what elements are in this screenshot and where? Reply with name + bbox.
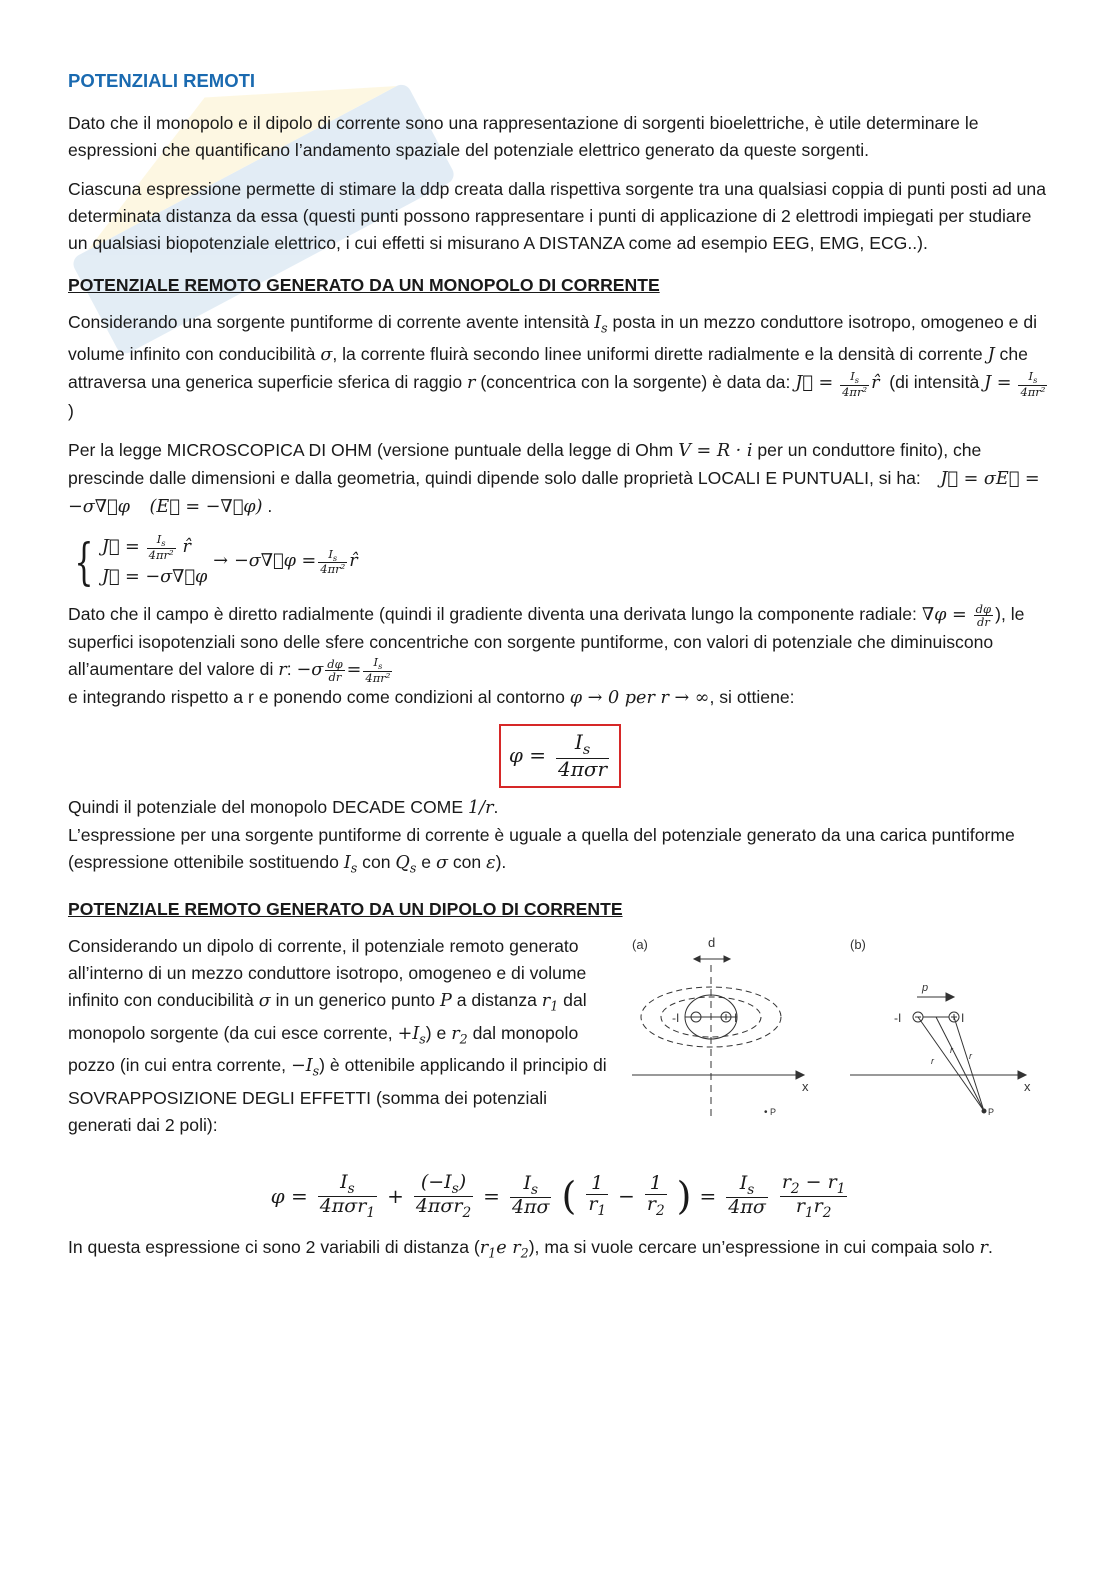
dipole-equation: φ = $\frac{I_s}{4\pi\sigma r_1}$ + $\frac{(-I_s)}{4\pi\sigma r_2}$ = $\frac{I_s}{4\pi\sigma}$ ( $\frac{1}{r_1}$ − $\frac{1}{r_2}$ ) = $\frac{I_s}{4\pi\sigma}$ $\frac{r_2 - r_1}{r_1r_2}$ — [270, 1170, 846, 1221]
x-axis-label-b: x — [1024, 1079, 1031, 1095]
intro-paragraph-1: Dato che il monopolo e il dipolo di corrente sono una rappresentazione di sorgenti bioelettriche, è utile determinare le espressioni che quantificano l’andamento spaziale del potenziale elettrico generato da queste sorgenti. — [68, 113, 979, 160]
monopolo-paragraph-3: Dato che il campo è diretto radialmente (quindi il gradiente diventa una derivata lungo la componente radiale: ∇φ = $\frac{d\varphi}{dr}$ ), le superfici isopotenziali sono delle sfere concentriche con sorgente puntiforme, con valori di potenziale che diminuiscono all’aumentare del valore di r: −σ $\frac{d\varphi}{dr}$ = $\frac{I_s}{\text{4πr²}}$ — [68, 601, 1025, 685]
monopolo-paragraph-1: Considerando una sorgente puntiforme di corrente avente intensità $I_s$ posta in un mezzo conduttore isotropo, omogeneo e di volume infinito con conducibilità σ, la corrente fluirà secondo linee uniformi dirette radialmente e la densità di corrente J che attraversa una generica superficie sferica di raggio r (concentrica con la sorgente) è data da: J⃗ = $\frac{I_s}{\text{4πr²}}$ r̂ (di intensità J = $\frac{I_s}{\text{4πr²}}$ ) — [68, 312, 1046, 421]
svg-text:r: r — [950, 1045, 953, 1056]
monopolo-paragraph-6: L’espressione per una sorgente puntiforme di corrente è uguale a quella del potenziale generato da una carica puntiforme (espressione ottenibile sostituendo $I_s$ con $Q_s$ e σ con ε). — [68, 825, 1015, 876]
svg-text:p: p — [922, 982, 929, 995]
svg-text:I: I — [961, 1011, 965, 1026]
dipole-figure — [632, 933, 1052, 1133]
dipolo-paragraph-1: Considerando un dipolo di corrente, il potenziale remoto generato all’interno di un mezzo conduttore isotropo, omogeneo e di volume infinito con conducibilità σ in un generico punto P a distanza $r_1$ dal monopolo sorgente (da cui esce corrente, $+I_s$) e $r_2$ dal monopolo pozzo (in cui entra corrente, $-I_s$) è ottenibile applicando il principio di SOVRAPPOSIZIONE DEGLI EFFETTI (somma dei potenziali generati dai 2 poli): — [68, 936, 607, 1135]
dipolo-heading: POTENZIALE REMOTO GENERATO DA UN DIPOLO DI CORRENTE — [68, 899, 623, 920]
page-title: POTENZIALI REMOTI — [68, 70, 256, 91]
monopolo-paragraph-5: Quindi il potenziale del monopolo DECADE COME 1/r. — [68, 797, 499, 819]
document-page — [68, 66, 1052, 1278]
svg-text:•: • — [764, 1107, 768, 1119]
monopolo-heading: POTENZIALE REMOTO GENERATO DA UN MONOPOLO DI CORRENTE — [68, 275, 660, 295]
svg-text:r: r — [931, 1056, 934, 1067]
monopolo-result-box: φ = $\frac{I_s}{\text{4πσr}}$ — [68, 724, 1052, 788]
distance-label: d — [708, 935, 716, 951]
point-label-a: P — [770, 1107, 777, 1118]
svg-text:-I: -I — [894, 1011, 902, 1026]
svg-text:-I: -I — [672, 1011, 680, 1026]
point-label-b: P — [988, 1107, 995, 1118]
svg-text:I: I — [734, 1011, 738, 1026]
dipolo-paragraph-2: In questa espressione ci sono 2 variabili di distanza ($r_1e$ $r_2$), ma si vuole cercare un’espressione in cui compaia solo r. — [68, 1237, 993, 1261]
svg-text:r: r — [969, 1051, 972, 1062]
monopolo-paragraph-4: e integrando rispetto a r e ponendo come condizioni al contorno φ → 0 per r → ∞, si ottiene: — [68, 686, 795, 708]
figure-label-b: (b) — [850, 937, 866, 953]
figure-label-a: (a) — [632, 937, 648, 953]
equation-system: { J⃗ = $\frac{I_s}{\text{4πr²}}$ r̂ J⃗ = −σ∇⃗φ → −σ∇⃗φ = $\frac{I_s}{\text{4πr²}}$ r̂ — [74, 532, 358, 591]
intro-paragraph-2: Ciascuna espressione permette di stimare la ddp creata dalla rispettiva sorgente tra una qualsiasi coppia di punti posti ad una determinata distanza da essa (questi punti possono rappresentare i punti di applicazione di 2 elettrodi impiegati per studiare un qualsiasi biopotenziale elettrico, i cui effetti si misurano A DISTANZA come ad esempio EEG, EMG, ECG..). — [68, 179, 1046, 253]
x-axis-label-a: x — [802, 1079, 809, 1095]
monopolo-paragraph-2: Per la legge MICROSCOPICA DI OHM (versione puntuale della legge di Ohm V = R · i per un conduttore finito), che prescinde dalle dimensioni e dalla geometria, quindi dipende solo dalle proprietà LOCALI E PUNTUALI, si ha: J⃗ = σE⃗ = −σ∇⃗φ (E⃗ = −∇⃗φ) . — [68, 439, 1040, 517]
